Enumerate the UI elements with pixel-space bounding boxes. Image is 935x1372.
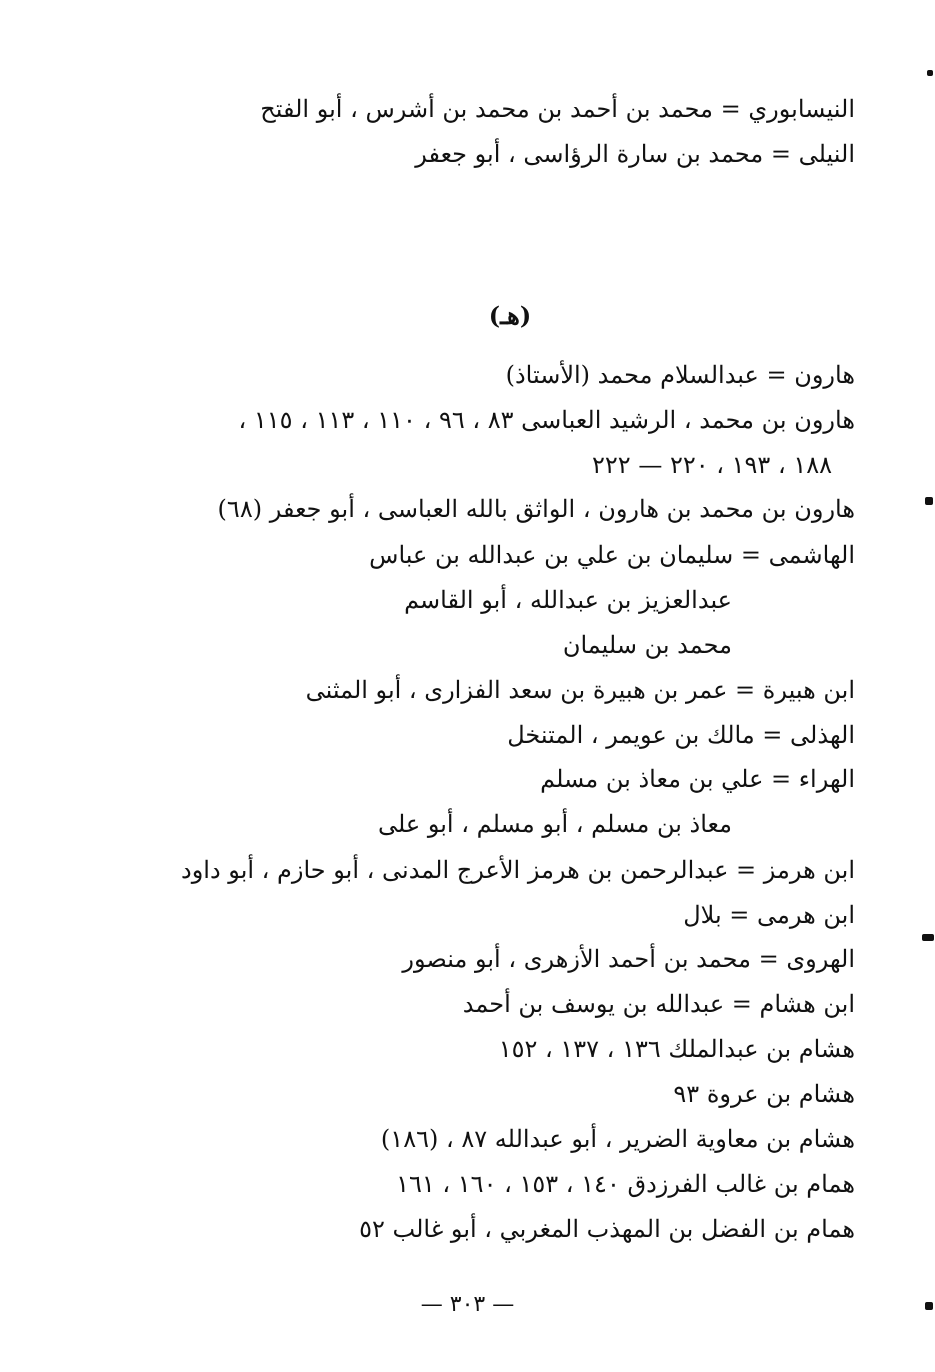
index-entry: همام بن غالب الفرزدق ١٤٠ ، ١٥٣ ، ١٦٠ ، ١٦١ [396, 1170, 855, 1198]
index-entry: ابن هرمز = عبدالرحمن بن هرمز الأعرج المدنى ، أبو حازم ، أبو داود [181, 856, 855, 884]
index-entry: الهراء = علي بن معاذ بن مسلم [540, 765, 855, 793]
scan-mark [925, 1302, 933, 1310]
index-entry: هارون بن محمد بن هارون ، الواثق بالله العباسى ، أبو جعفر (٦٨) [217, 495, 855, 523]
page-number: — ٣٠٣ — [420, 1292, 515, 1317]
scan-mark [925, 497, 933, 505]
index-entry: هشام بن عبدالملك ١٣٦ ، ١٣٧ ، ١٥٢ [498, 1035, 855, 1063]
section-heading: (هـ) [488, 301, 532, 330]
index-entry: هشام بن معاوية الضرير ، أبو عبدالله ٨٧ ، (١٨٦) [380, 1125, 855, 1153]
index-subentry: محمد بن سليمان [562, 631, 732, 659]
index-entry: هارون بن محمد ، الرشيد العباسى ٨٣ ، ٩٦ ، ١١٠ ، ١١٣ ، ١١٥ ، [238, 406, 855, 434]
index-subentry: معاذ بن مسلم ، أبو مسلم ، أبو على [377, 810, 732, 838]
index-entry: النيسابوري = محمد بن أحمد بن محمد بن أشرس ، أبو الفتح [260, 95, 855, 123]
index-entry: ابن هرمى = بلال [683, 901, 855, 929]
scan-mark [922, 934, 934, 941]
index-entry: الهذلى = مالك بن عويمر ، المتنخل [507, 721, 855, 749]
index-entry: النيلى = محمد بن سارة الرؤاسى ، أبو جعفر [415, 140, 855, 168]
index-entry: هارون = عبدالسلام محمد (الأستاذ) [505, 361, 855, 389]
index-entry: الهاشمى = سليمان بن علي بن عبدالله بن عباس [369, 541, 855, 569]
index-entry: الهروى = محمد بن أحمد الأزهرى ، أبو منصور [402, 945, 855, 973]
index-entry: ابن هبيرة = عمر بن هبيرة بن سعد الفزارى ، أبو المثنى [305, 676, 855, 704]
scan-mark [927, 70, 933, 76]
index-subentry: عبدالعزيز بن عبدالله ، أبو القاسم [404, 586, 732, 614]
index-entry: همام بن الفضل بن المهذب المغربي ، أبو غالب ٥٢ [359, 1215, 855, 1243]
index-entry: ابن هشام = عبدالله بن يوسف بن أحمد [462, 990, 855, 1018]
index-entry-continuation: ١٨٨ ، ١٩٣ ، ٢٢٠ — ٢٢٢ [592, 451, 832, 479]
index-entry: هشام بن عروة ٩٣ [673, 1080, 855, 1108]
